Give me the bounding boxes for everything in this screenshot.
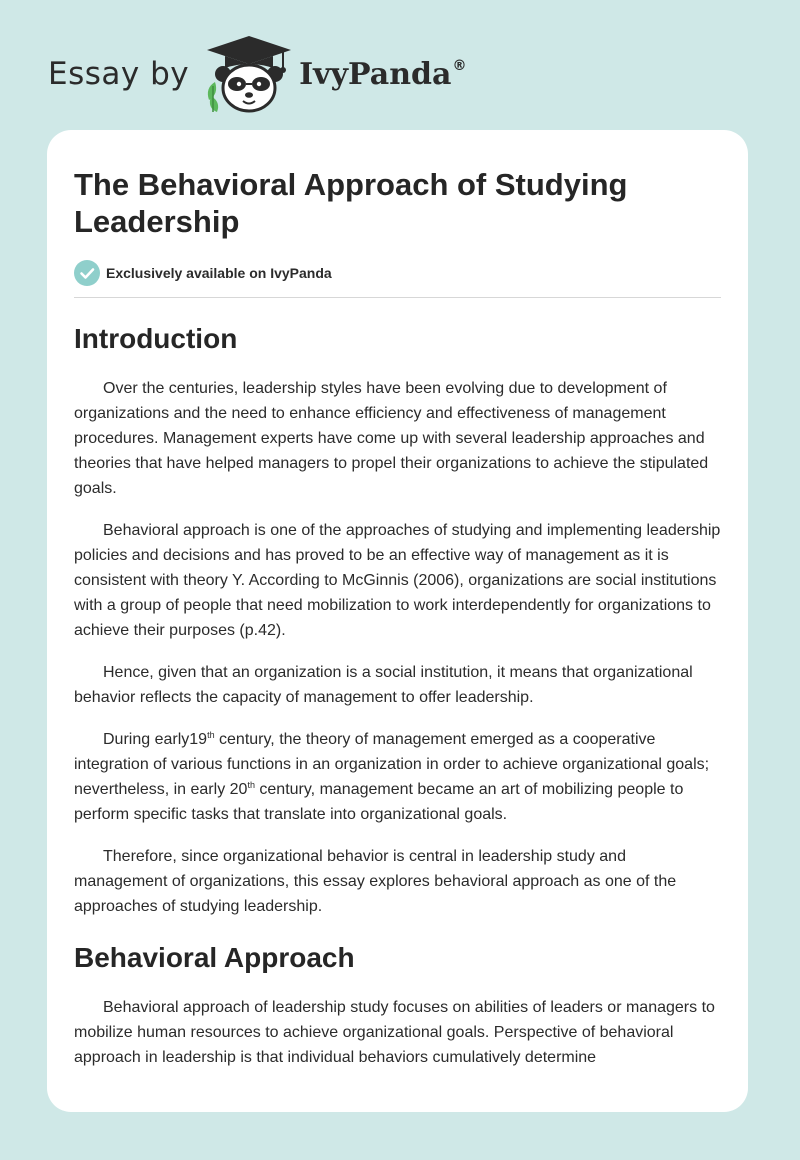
essay-title: The Behavioral Approach of Studying Leadership [74,167,628,239]
essay-card [47,130,748,1112]
brand-prefix: Essay by [48,56,190,92]
paragraph: Therefore, since organizational behavior is central in leadership study and management of organizations, this essay explores behavioral approach as one of the approaches of studying leadership. [74,848,677,915]
panda-graduate-logo-icon [203,34,295,114]
registered-mark: ® [452,57,467,74]
paragraph: Behavioral approach is one of the approaches of studying and implementing leadership policies and decisions and has proved to be an effective way of management as it is consistent with theory Y. According to McGinnis (2006), organizations are social institutions with a group of people that need mobilization to work interdependently for organizations to achieve their purposes (p.42). [74,522,721,639]
paragraph: During early19th century, the theory of management emerged as a cooperative integration of various functions in an organization in order to achieve organizational goals; nevertheless, in early 20th century, management became an art of mobilizing people to perform specific tasks that translate into organizational goals. [74,730,710,823]
brand-name: IvyPanda® [299,56,467,92]
exclusive-badge [74,260,721,286]
paragraph: Behavioral approach of leadership study focuses on abilities of leaders or managers to mobilize human resources to achieve organizational goals. Perspective of behavioral approach in leadership is that individual behaviors cumulatively determine [74,999,715,1066]
check-circle-icon [74,260,100,286]
section-heading-introduction: Introduction [74,323,238,354]
exclusive-badge-text: Exclusively available on IvyPanda [106,265,332,281]
paragraph: Over the centuries, leadership styles have been evolving due to development of organizations and the need to enhance efficiency and effectiveness of management procedures. Management experts have come up with several leadership approaches and theories that have helped managers to propel their organizations to achieve the stipulated goals. [74,380,709,497]
paragraph: Hence, given that an organization is a social institution, it means that organizational behavior reflects the capacity of management to offer leadership. [74,664,693,706]
site-brand[interactable] [48,34,466,114]
title-divider [74,297,721,298]
section-heading-behavioral-approach: Behavioral Approach [74,942,355,973]
